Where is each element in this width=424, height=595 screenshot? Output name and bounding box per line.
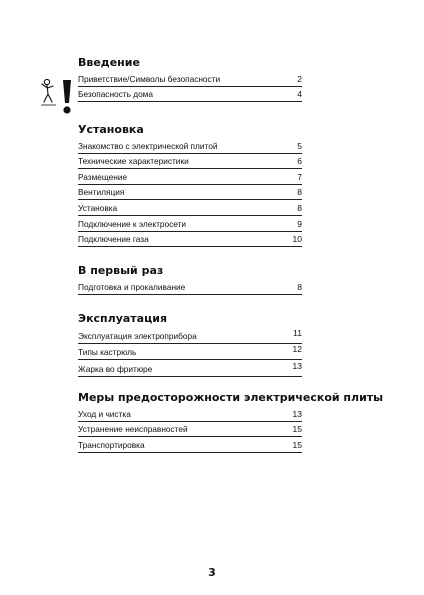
toc-entry[interactable] [78,216,302,232]
toc-entry[interactable] [78,138,302,154]
toc-entry-page: 6 [297,156,302,167]
toc-entry[interactable] [78,327,302,344]
toc-entry-label: Подготовка и прокаливание [78,281,186,292]
toc-entry-label: Транспортировка [78,439,145,450]
toc-entry[interactable] [78,422,302,438]
toc-entry-label: Знакомство с электрической плитой [78,140,218,151]
toc-entry-page: 13 [292,408,302,419]
toc-entry[interactable] [78,344,302,361]
toc-section-operation [78,311,302,377]
toc-section-installation [78,122,302,247]
toc-section-introduction [78,55,302,102]
toc-entry-page: 7 [297,171,302,182]
toc-entry-page: 2 [297,73,302,84]
toc-entry-label: Подключение газа [78,234,149,245]
toc-entry-page: 8 [297,281,302,292]
page-number: 3 [208,566,216,579]
toc-entry[interactable] [78,200,302,216]
toc-entry-page: 8 [297,187,302,198]
toc-entry[interactable] [78,360,302,377]
section-title: Эксплуатация [78,312,168,325]
toc-entry-label: Подключение к электросети [78,218,187,229]
toc-entry-label: Безопасность дома [78,89,154,100]
toc-entry-page: 5 [297,140,302,151]
toc-entry-label: Размещение [78,171,128,182]
toc-entry-label: Устранение неисправностей [78,424,188,435]
toc-entry[interactable] [78,232,302,248]
toc-entry[interactable] [78,154,302,170]
toc-entry[interactable] [78,71,302,87]
toc-entry-label: Установка [78,202,118,213]
section-title: Введение [78,56,140,69]
toc-entry[interactable] [78,279,302,295]
toc-entry-page: 12 [292,344,302,354]
toc-entry-label: Приветствие/Символы безопасности [78,73,221,84]
toc-entry[interactable] [78,406,302,422]
toc-section-precautions [78,390,384,453]
section-title: Меры предосторожности электрической плиты [78,391,384,404]
toc-entry-page: 8 [297,202,302,213]
toc-section-first-time [78,263,302,295]
toc-entry-page: 15 [292,424,302,435]
toc-entry-label: Уход и чистка [78,408,131,419]
toc-entry-label: Вентиляция [78,187,125,198]
toc-entry[interactable] [78,169,302,185]
toc-entry-label: Типы кастрюль [78,347,137,357]
warning-exclamation-figure-icon [38,76,76,118]
toc-entry-page: 11 [293,327,302,338]
toc-entry[interactable] [78,185,302,201]
toc-entry[interactable] [78,87,302,103]
toc-entry-page: 10 [292,234,302,245]
toc-entry-page: 9 [297,218,302,229]
toc-entry-label: Технические характеристики [78,156,189,167]
toc-entry[interactable] [78,437,302,453]
toc-entry-page: 15 [292,439,302,450]
toc-entry-page: 13 [292,360,302,371]
toc-entry-page: 4 [297,89,302,100]
section-title: В первый раз [78,264,164,277]
toc-entry-label: Эксплуатация электроприбора [78,330,197,341]
toc-entry-label: Жарка во фритюре [78,363,153,374]
section-title: Установка [78,123,144,136]
